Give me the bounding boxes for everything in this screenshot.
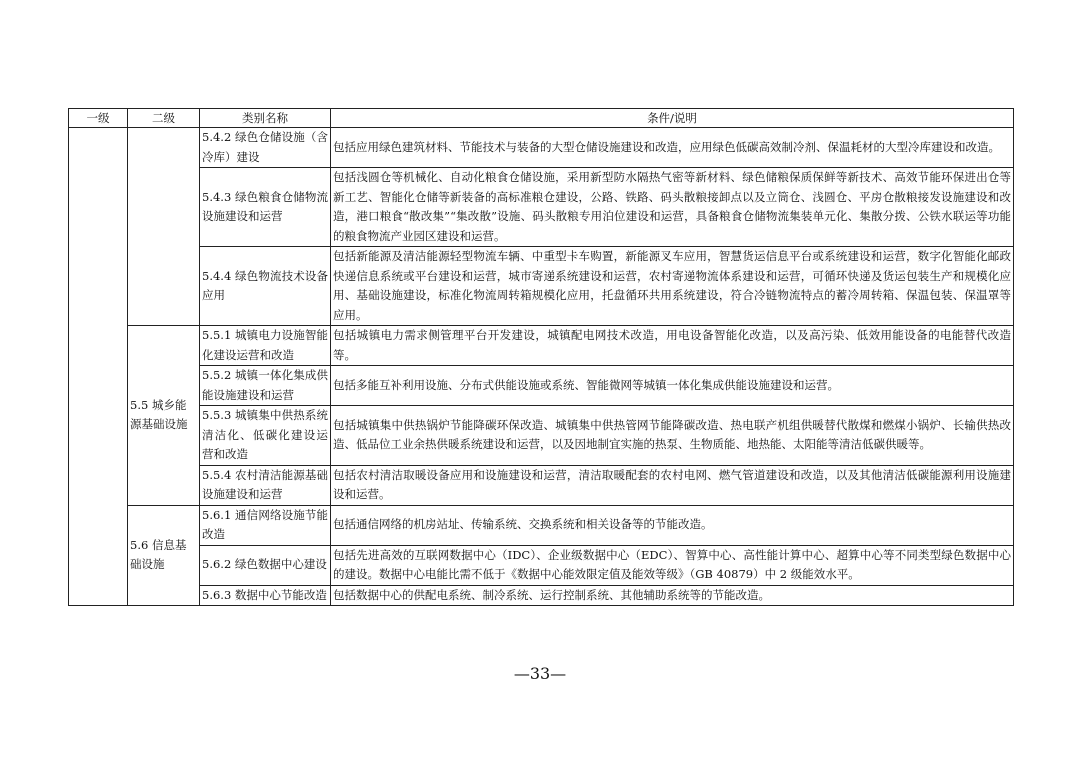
category-description: 包括新能源及清洁能源轻型物流车辆、中重型卡车购置，新能源叉车应用，智慧货运信息平台或系统建设和运营，数字化智能化邮政快递信息系统或平台建设和运营，城市寄递系统建设和运营，农村寄递物流体系建设和运营，可循环快递及货运包装生产和规模化应用、基础设施建设，标准化物流周转箱规模化应用，托盘循环共用系统建设，符合冷链物流特点的蓄冷周转箱、保温包装、保温罩等应用。 [331,247,1014,326]
category-name: 5.6.1 通信网络设施节能改造 [200,505,331,545]
category-name: 5.5.1 城镇电力设施智能化建设运营和改造 [200,326,331,366]
page-number: —33— [513,664,567,683]
table-row [69,168,1014,247]
header-level-2: 二级 [128,109,200,128]
category-description: 包括城镇集中供热锅炉节能降碳环保改造、城镇集中供热管网节能降碳改造、热电联产机组供暖替代散煤和燃煤小锅炉、长输供热改造、低品位工业余热供暖系统建设和运营，以及因地制宜实施的热泵、生物质能、地热能、太阳能等清洁低碳供暖等。 [331,406,1014,466]
category-description: 包括应用绿色建筑材料、节能技术与装备的大型仓储设施建设和改造，应用绿色低碳高效制冷剂、保温耗材的大型冷库建设和改造。 [331,128,1014,168]
table-row [69,366,1014,406]
catalog-table [68,108,1014,606]
level-1-cell [69,128,128,606]
category-description: 包括多能互补利用设施、分布式供能设施或系统、智能微网等城镇一体化集成供能设施建设和运营。 [331,366,1014,406]
table-row [69,128,1014,168]
category-name: 5.6.2 绿色数据中心建设 [200,545,331,585]
category-description: 包括城镇电力需求侧管理平台开发建设，城镇配电网技术改造，用电设备智能化改造，以及高污染、低效用能设备的电能替代改造等。 [331,326,1014,366]
level-2-cell: 5.5 城乡能源基础设施 [128,326,200,506]
category-description: 包括通信网络的机房站址、传输系统、交换系统和相关设备等的节能改造。 [331,505,1014,545]
category-name: 5.4.3 绿色粮食仓储物流设施建设和运营 [200,168,331,247]
category-name: 5.5.4 农村清洁能源基础设施建设和运营 [200,465,331,505]
category-description: 包括浅圆仓等机械化、自动化粮食仓储设施，采用新型防水隔热气密等新材料、绿色储粮保质保鲜等新技术、高效节能环保进出仓等新工艺、智能化仓储等新装备的高标准粮仓建设，公路、铁路、码头散粮接卸点以及立筒仓、浅圆仓、平房仓散粮接发设施建设和改造，港口粮食“散改集”“集改散”设施、码头散粮专用泊位建设和运营，具备粮食仓储物流集装单元化、集散分拨、公铁水联运等功能的粮食物流产业园区建设和运营。 [331,168,1014,247]
header-row [69,109,1014,128]
category-description: 包括农村清洁取暖设备应用和设施建设和运营，清洁取暖配套的农村电网、燃气管道建设和改造，以及其他清洁低碳能源利用设施建设和运营。 [331,465,1014,505]
table-row [69,406,1014,466]
category-name: 5.4.4 绿色物流技术设备应用 [200,247,331,326]
level-2-cell: 5.6 信息基础设施 [128,505,200,606]
table-row [69,505,1014,545]
table-row [69,465,1014,505]
header-level-1: 一级 [69,109,128,128]
category-name: 5.4.2 绿色仓储设施（含冷库）建设 [200,128,331,168]
category-description: 包括数据中心的供配电系统、制冷系统、运行控制系统、其他辅助系统等的节能改造。 [331,585,1014,606]
category-name: 5.6.3 数据中心节能改造 [200,585,331,606]
category-name: 5.5.3 城镇集中供热系统清洁化、低碳化建设运营和改造 [200,406,331,466]
category-description: 包括先进高效的互联网数据中心（IDC）、企业级数据中心（EDC）、智算中心、高性能计算中心、超算中心等不同类型绿色数据中心的建设。数据中心电能比需不低于《数据中心能效限定值及能效等级》（GB 40879）中 2 级能效水平。 [331,545,1014,585]
table-row [69,326,1014,366]
table-row [69,545,1014,585]
table-row [69,585,1014,606]
level-2-cell-continued [128,128,200,326]
header-conditions: 条件/说明 [331,109,1014,128]
table-row [69,247,1014,326]
header-category-name: 类别名称 [200,109,331,128]
category-name: 5.5.2 城镇一体化集成供能设施建设和运营 [200,366,331,406]
